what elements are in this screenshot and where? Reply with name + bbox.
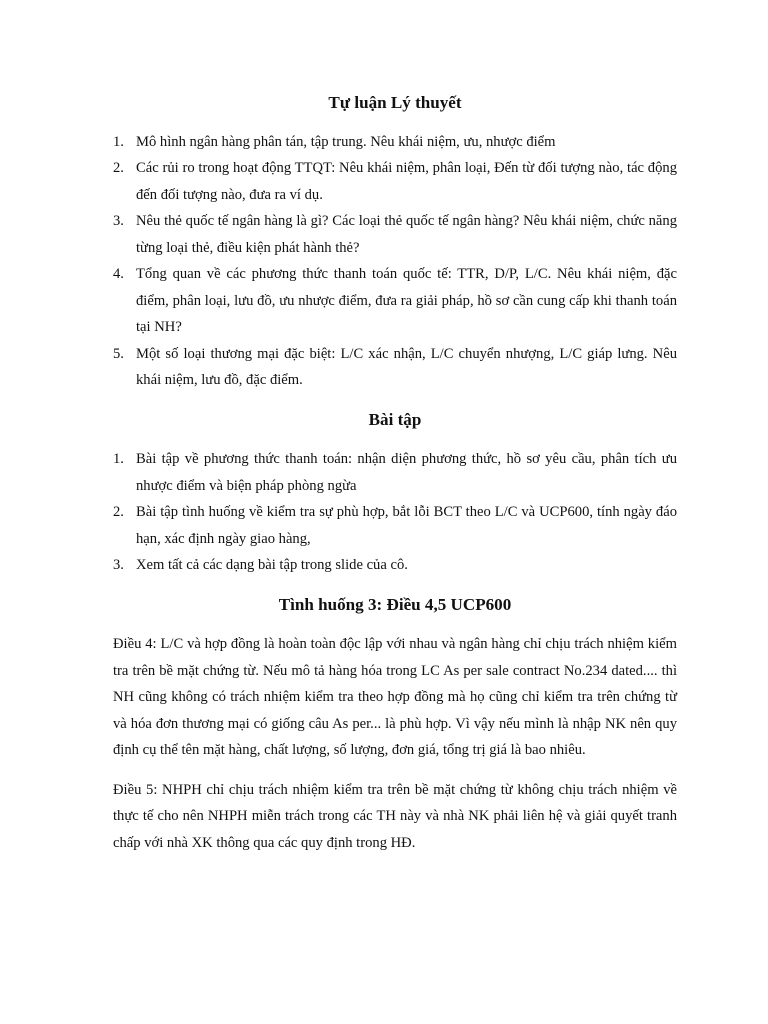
- list-item: 1. Mô hình ngân hàng phân tán, tập trung. Nêu khái niệm, ưu, nhược điểm: [113, 133, 556, 150]
- list-item: 1. Bài tập về phương thức thanh toán: nhận diện phương thức, hồ sơ yêu cầu, phân tích ưu nhược điểm và biện pháp phòng ngừa: [113, 451, 677, 494]
- section-title-theory: Tự luận Lý thuyết: [328, 93, 462, 112]
- theory-list: [113, 129, 677, 394]
- list-item: 4. Tổng quan về các phương thức thanh toán quốc tế: TTR, D/P, L/C. Nêu khái niệm, đặc điểm, phân loại, lưu đồ, ưu nhược điểm, đưa ra giải pháp, hồ sơ cần cung cấp khi thanh toán tại NH?: [113, 266, 677, 335]
- list-item: 2. Các rủi ro trong hoạt động TTQT: Nêu khái niệm, phân loại, Đến từ đối tượng nào, tác động đến đối tượng nào, đưa ra ví dụ.: [113, 160, 677, 203]
- section-title-case: Tình huống 3: Điều 4,5 UCP600: [278, 594, 512, 614]
- case-paragraph-article-5: Điều 5: NHPH chỉ chịu trách nhiệm kiểm tra trên bề mặt chứng từ không chịu trách nhiệm về thực tế cho nên NHPH miễn trách trong các TH này và nhà NK phải liên hệ và giải quyết tranh chấp với nhà XK thông qua các quy định trong HĐ.: [113, 781, 677, 851]
- list-item: 5. Một số loại thương mại đặc biệt: L/C xác nhận, L/C chuyển nhượng, L/C giáp lưng. Nêu khái niệm, lưu đồ, đặc điểm.: [113, 345, 677, 388]
- section-title-exercises: Bài tập: [368, 409, 422, 429]
- list-item: 3. Nêu thẻ quốc tế ngân hàng là gì? Các loại thẻ quốc tế ngân hàng? Nêu khái niệm, chức năng từng loại thẻ, điều kiện phát hành thẻ?: [113, 213, 677, 256]
- document-page: [113, 90, 677, 856]
- exercise-list: [113, 446, 677, 579]
- list-item: 3. Xem tất cả các dạng bài tập trong slide của cô.: [113, 557, 408, 573]
- list-item: 2. Bài tập tình huống về kiểm tra sự phù hợp, bắt lỗi BCT theo L/C và UCP600, tính ngày đáo hạn, xác định ngày giao hàng,: [113, 504, 677, 547]
- case-paragraph-article-4: Điều 4: L/C và hợp đồng là hoàn toàn độc lập với nhau và ngân hàng chỉ chịu trách nhiệm kiểm tra trên bề mặt chứng từ. Nếu mô tả hàng hóa trong LC As per sale contract No.234 dated.... thì NH cũng không có trách nhiệm kiểm tra theo hợp đồng mà họ cũng chỉ kiểm tra trên chứng từ và hóa đơn thương mại có giống câu As per... là phù hợp. Vì vậy nếu mình là nhập NK nên quy định cụ thể tên mặt hàng, chất lượng, số lượng, đơn giá, tổng trị giá là bao nhiêu.: [113, 636, 677, 758]
